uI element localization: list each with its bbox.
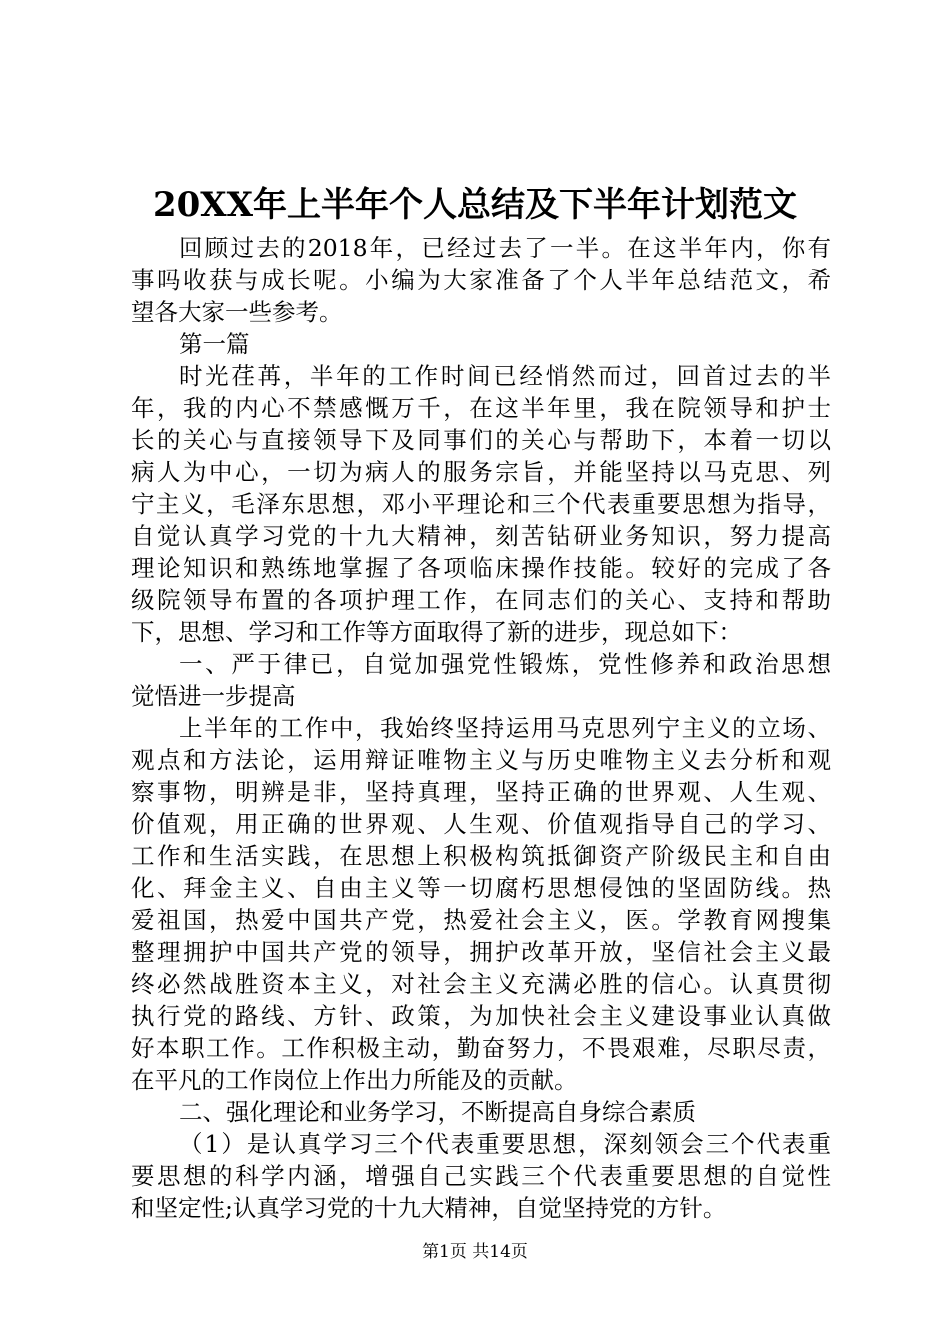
paragraph-line: 要思想的科学内涵，增强自己实践三个代表重要思想的自觉性 [131,1162,831,1190]
document-body [131,232,831,1224]
paragraph-line: 爱祖国，热爱中国共产党，热爱社会主义，医。学教育网搜集 [131,906,831,934]
paragraph-line: 察事物，明辨是非，坚持真理，坚持正确的世界观、人生观、 [131,778,831,806]
paragraph-line: 回顾过去的2018年，已经过去了一半。在这半年内，你有 [179,234,831,262]
paragraph-line: 病人为中心，一切为病人的服务宗旨，并能坚持以马克思、列 [131,458,831,486]
paragraph-line: 整理拥护中国共产党的领导，拥护改革开放，坚信社会主义最 [131,938,831,966]
paragraph-line: 二、强化理论和业务学习，不断提高自身综合素质 [179,1098,696,1126]
paragraph-line: 工作和生活实践，在思想上积极构筑抵御资产阶级民主和自由 [131,842,831,870]
paragraph-line: 事吗收获与成长呢。小编为大家准备了个人半年总结范文，希 [131,266,831,294]
paragraph-line: 自觉认真学习党的十九大精神，刻苦钻研业务知识，努力提高 [131,522,831,550]
paragraph-line: 化、拜金主义、自由主义等一切腐朽思想侵蚀的坚固防线。热 [131,874,831,902]
paragraph-line: 下，思想、学习和工作等方面取得了新的进步，现总如下： [131,618,742,646]
paragraph-line: 终必然战胜资本主义，对社会主义充满必胜的信心。认真贯彻 [131,970,831,998]
paragraph-line: 第一篇 [179,330,250,358]
paragraph-line: 执行党的路线、方针、政策，为加快社会主义建设事业认真做 [131,1002,831,1030]
document-title: 20XX年上半年个人总结及下半年计划范文 [152,185,798,225]
page-footer: 第1页 共14页 [422,1242,528,1262]
paragraph-line: 价值观，用正确的世界观、人生观、价值观指导自己的学习、 [131,810,831,838]
paragraph-line: 时光荏苒，半年的工作时间已经悄然而过，回首过去的半 [179,362,831,390]
paragraph-line: 一、严于律已，自觉加强党性锻炼，党性修养和政治思想 [179,650,831,678]
paragraph-line: 长的关心与直接领导下及同事们的关心与帮助下，本着一切以 [131,426,831,454]
paragraph-line: 在平凡的工作岗位上作出力所能及的贡献。 [131,1066,578,1094]
paragraph-line: 上半年的工作中，我始终坚持运用马克思列宁主义的立场、 [179,714,831,742]
paragraph-line: 年，我的内心不禁感慨万千，在这半年里，我在院领导和护士 [131,394,831,422]
paragraph-line: 宁主义，毛泽东思想，邓小平理论和三个代表重要思想为指导， [131,490,831,518]
paragraph-line: 觉悟进一步提高 [131,682,296,710]
paragraph-line: 望各大家一些参考。 [131,298,343,326]
paragraph-line: （1）是认真学习三个代表重要思想，深刻领会三个代表重 [179,1130,831,1158]
paragraph-line: 理论知识和熟练地掌握了各项临床操作技能。较好的完成了各 [131,554,831,582]
paragraph-line: 级院领导布置的各项护理工作，在同志们的关心、支持和帮助 [131,586,831,614]
paragraph-line: 观点和方法论，运用辩证唯物主义与历史唯物主义去分析和观 [131,746,831,774]
paragraph-line: 好本职工作。工作积极主动，勤奋努力，不畏艰难，尽职尽责， [131,1034,831,1062]
paragraph-line: 和坚定性;认真学习党的十九大精神，自觉坚持党的方针。 [131,1194,727,1222]
